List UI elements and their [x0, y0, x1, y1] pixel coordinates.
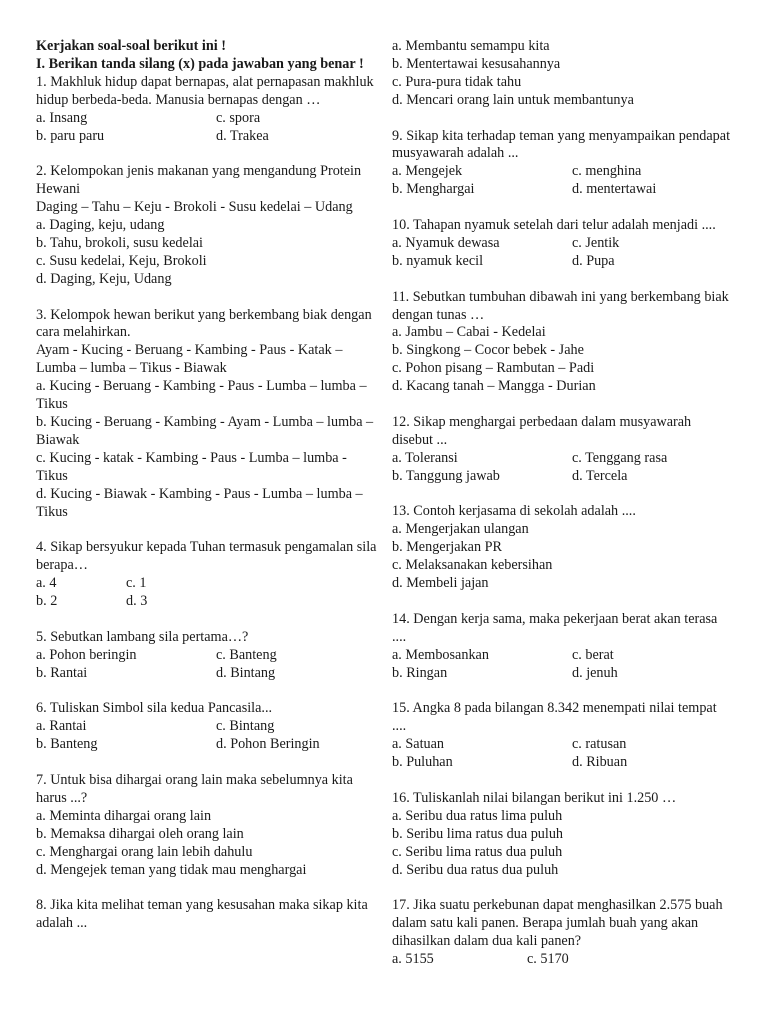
options-grid: [392, 450, 732, 486]
question-6: [36, 700, 377, 754]
option-c[interactable]: c. Susu kedelai, Keju, Brokoli: [36, 252, 207, 269]
question-text: 16. Tuliskanlah nilai bilangan berikut ini 1.250 …: [392, 789, 677, 806]
option-b[interactable]: b. Tahu, brokoli, susu kedelai: [36, 234, 203, 251]
question-text: 12. Sikap menghargai perbedaan dalam musyawarah disebut ...: [392, 413, 692, 448]
instruction-heading: Kerjakan soal-soal berikut ini !: [36, 38, 226, 54]
question-list: Ayam - Kucing - Beruang - Kambing - Paus - Katak – Lumba – lumba – Tikus - Biawak: [36, 342, 343, 377]
options-grid: [36, 575, 377, 611]
option-c[interactable]: c. Menghargai orang lain lebih dahulu: [36, 843, 253, 860]
option-a[interactable]: a. Meminta dihargai orang lain: [36, 807, 212, 824]
question-text: 17. Jika suatu perkebunan dapat menghasilkan 2.575 buah dalam satu kali panen. Berapa jumlah buah yang akan dihasilkan dalam dua kali panen?: [392, 897, 723, 950]
option-c[interactable]: c. spora: [216, 109, 261, 126]
question-text: 7. Untuk bisa dihargai orang lain maka sebelumnya kita harus ...?: [36, 772, 353, 806]
option-a[interactable]: a. Mengejek: [392, 163, 463, 180]
options-grid: [392, 235, 732, 271]
options-grid: [392, 951, 732, 969]
option-c[interactable]: c. Tenggang rasa: [572, 449, 668, 466]
option-c[interactable]: c. Seribu lima ratus dua puluh: [392, 843, 563, 860]
question-text: 9. Sikap kita terhadap teman yang menyampaikan pendapat musyawarah adalah ...: [392, 127, 731, 162]
option-a[interactable]: a. Seribu dua ratus lima puluh: [392, 807, 563, 824]
option-a[interactable]: a. Daging, keju, udang: [36, 217, 165, 234]
left-column: [36, 38, 377, 951]
options-grid: [392, 647, 732, 683]
question-text: 6. Tuliskan Simbol sila kedua Pancasila...: [36, 700, 273, 717]
question-text: 8. Jika kita melihat teman yang kesusahan maka sikap kita adalah ...: [36, 897, 368, 932]
option-d[interactable]: d. 3: [126, 593, 148, 610]
option-d[interactable]: d. Kacang tanah – Mangga - Durian: [392, 378, 596, 395]
question-list: Daging – Tahu – Keju - Brokoli - Susu kedelai – Udang: [36, 199, 353, 216]
question-text: 3. Kelompok hewan berikut yang berkembang biak dengan cara melahirkan.: [36, 306, 372, 341]
right-column: [392, 38, 732, 987]
option-b[interactable]: b. Rantai: [36, 664, 88, 681]
options-grid: [36, 110, 377, 146]
option-b[interactable]: b. Menghargai: [392, 181, 475, 198]
option-d[interactable]: d. Daging, Keju, Udang: [36, 270, 172, 287]
option-d[interactable]: d. Kucing - Biawak - Kambing - Paus - Lumba – lumba – Tikus: [36, 485, 363, 520]
option-b[interactable]: b. Mentertawai kesusahannya: [392, 55, 561, 72]
option-a[interactable]: a. 4: [36, 575, 57, 592]
question-text: 5. Sebutkan lambang sila pertama…?: [36, 628, 249, 645]
option-d[interactable]: d. Mengejek teman yang tidak mau menghargai: [36, 861, 307, 878]
option-b[interactable]: b. Seribu lima ratus dua puluh: [392, 825, 564, 842]
option-c[interactable]: c. 5170: [527, 951, 569, 968]
question-text: 15. Angka 8 pada bilangan 8.342 menempati nilai tempat ....: [392, 700, 717, 735]
question-1: [36, 74, 377, 146]
option-c[interactable]: c. berat: [572, 646, 614, 663]
option-a[interactable]: a. Jambu – Cabai - Kedelai: [392, 324, 546, 341]
question-text: 13. Contoh kerjasama di sekolah adalah ....: [392, 503, 636, 520]
question-text: 14. Dengan kerja sama, maka pekerjaan berat akan terasa ....: [392, 610, 718, 645]
question-2: [36, 163, 377, 288]
question-10: [392, 217, 732, 271]
options-grid: [392, 163, 732, 199]
question-text: 4. Sikap bersyukur kepada Tuhan termasuk pengamalan sila berapa…: [36, 539, 377, 574]
option-d[interactable]: d. Pupa: [572, 252, 615, 269]
option-b[interactable]: b. Puluhan: [392, 754, 453, 771]
option-d[interactable]: d. Trakea: [216, 127, 269, 144]
question-4: [36, 539, 377, 611]
option-d[interactable]: d. Mencari orang lain untuk membantunya: [392, 91, 634, 108]
option-b[interactable]: b. paru paru: [36, 127, 105, 144]
option-c[interactable]: c. Melaksanakan kebersihan: [392, 557, 553, 574]
option-d[interactable]: d. mentertawai: [572, 181, 657, 198]
option-b[interactable]: b. 2: [36, 593, 58, 610]
option-d[interactable]: d. Ribuan: [572, 754, 628, 771]
option-b[interactable]: b. Singkong – Cocor bebek - Jahe: [392, 342, 584, 359]
option-d[interactable]: d. Seribu dua ratus dua puluh: [392, 861, 559, 878]
option-b[interactable]: b. nyamuk kecil: [392, 252, 484, 269]
option-a[interactable]: a. Kucing - Beruang - Kambing - Paus - Lumba – lumba – Tikus: [36, 378, 367, 413]
option-b[interactable]: b. Mengerjakan PR: [392, 539, 502, 556]
question-12: [392, 414, 732, 486]
question-7: [36, 772, 377, 879]
question-17: [392, 897, 732, 969]
option-a[interactable]: a. Nyamuk dewasa: [392, 234, 500, 251]
option-b[interactable]: b. Banteng: [36, 736, 98, 753]
option-d[interactable]: d. Membeli jajan: [392, 575, 489, 592]
option-b[interactable]: b. Tanggung jawab: [392, 467, 500, 484]
option-a[interactable]: a. Toleransi: [392, 449, 458, 466]
option-c[interactable]: c. Pura-pura tidak tahu: [392, 73, 522, 90]
option-c[interactable]: c. 1: [126, 575, 147, 592]
option-d[interactable]: d. Tercela: [572, 467, 628, 484]
option-c[interactable]: c. Bintang: [216, 718, 275, 735]
option-c[interactable]: c. Pohon pisang – Rambutan – Padi: [392, 360, 595, 377]
question-15: [392, 700, 732, 772]
section-heading: I. Berikan tanda silang (x) pada jawaban yang benar !: [36, 55, 364, 72]
option-a[interactable]: a. Insang: [36, 109, 88, 126]
option-d[interactable]: d. Bintang: [216, 664, 276, 681]
option-a[interactable]: a. 5155: [392, 951, 434, 968]
question-11: [392, 289, 732, 396]
question-16: [392, 790, 732, 880]
question-text: 1. Makhluk hidup dapat bernapas, alat pernapasan makhluk hidup berbeda-beda. Manusia bernapas dengan …: [36, 73, 374, 108]
option-a[interactable]: a. Membantu semampu kita: [392, 38, 550, 54]
question-text: 11. Sebutkan tumbuhan dibawah ini yang berkembang biak dengan tunas …: [392, 288, 729, 323]
question-8-options: [392, 38, 732, 110]
option-b[interactable]: b. Ringan: [392, 664, 448, 681]
option-c[interactable]: c. Kucing - katak - Kambing - Paus - Lumba – lumba - Tikus: [36, 449, 347, 484]
option-a[interactable]: a. Pohon beringin: [36, 646, 137, 663]
question-14: [392, 611, 732, 683]
question-9: [392, 128, 732, 200]
option-d[interactable]: d. Pohon Beringin: [216, 736, 320, 753]
question-5: [36, 629, 377, 683]
option-c[interactable]: c. menghina: [572, 163, 642, 180]
question-3: [36, 307, 377, 522]
option-a[interactable]: a. Membosankan: [392, 646, 489, 663]
option-c[interactable]: c. Jentik: [572, 234, 620, 251]
option-a[interactable]: a. Rantai: [36, 718, 87, 735]
question-8: [36, 897, 377, 933]
question-text: 10. Tahapan nyamuk setelah dari telur adalah menjadi ....: [392, 217, 716, 234]
option-d[interactable]: d. jenuh: [572, 664, 618, 681]
option-a[interactable]: a. Mengerjakan ulangan: [392, 521, 529, 538]
option-b[interactable]: b. Kucing - Beruang - Kambing - Ayam - Lumba – lumba – Biawak: [36, 414, 374, 448]
options-grid: [392, 736, 732, 772]
options-grid: [36, 647, 377, 683]
options-grid: [36, 718, 377, 754]
option-c[interactable]: c. Banteng: [216, 646, 277, 663]
question-13: [392, 503, 732, 593]
question-text: 2. Kelompokan jenis makanan yang mengandung Protein Hewani: [36, 163, 362, 198]
option-b[interactable]: b. Memaksa dihargai oleh orang lain: [36, 825, 244, 842]
option-c[interactable]: c. ratusan: [572, 736, 627, 753]
option-a[interactable]: a. Satuan: [392, 736, 445, 753]
